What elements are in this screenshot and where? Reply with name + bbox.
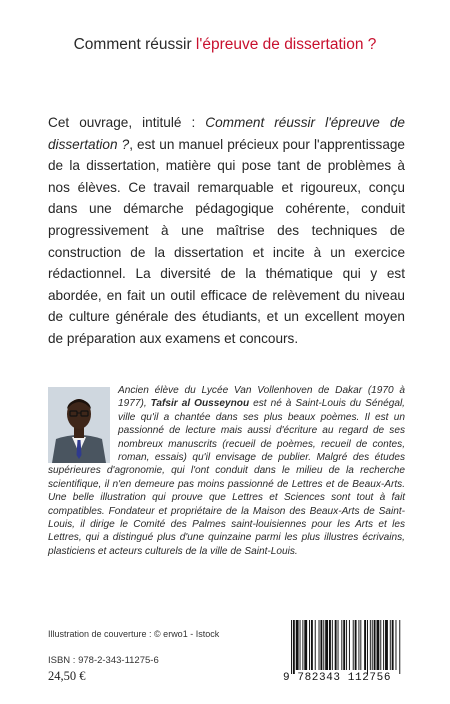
barcode-bar (320, 620, 322, 670)
barcode-bar (341, 620, 342, 670)
barcode-bar (349, 620, 350, 670)
barcode-bar (315, 620, 316, 670)
barcode-bar (323, 620, 324, 670)
barcode-bar (300, 620, 301, 670)
barcode-bar (385, 620, 388, 670)
summary-text: , est un manuel précieux pour l'apprentissage de la dissertation, matière qui pose tant de problèmes à nos élèves. Ce travail remarquable et rigoureux, conçu dans une démarche pédagogique cohérente, conduit progressivement à une maîtrise des techniques de construction de la dissertation et incite à un exercice rédactionnel. La diversité de la thématique qui y est abordée, en fait un outil efficace de relèvement du niveau de culture générale des étudiants, et un excellent moyen de préparation aux examens et concours. (48, 136, 405, 346)
barcode-bar (304, 620, 307, 670)
barcode-bar (364, 620, 366, 670)
barcode-bar (329, 620, 331, 670)
author-name: Tafsir al Ousseynou (150, 398, 250, 410)
price: 24,50 € (48, 669, 86, 683)
back-cover-title (0, 36, 450, 54)
bio-part-1: Ancien élève du Lycée Van Vollenhoven de Dakar (1970 à 1977), (118, 385, 405, 410)
barcode-bar (302, 620, 303, 670)
barcode-bar (332, 620, 333, 670)
barcode-bar (355, 620, 357, 670)
barcode-bar (370, 620, 371, 670)
barcode-bar (360, 620, 361, 670)
summary-lead: Cet ouvrage, intitulé : (48, 115, 206, 130)
book-summary (48, 112, 405, 350)
barcode-bars (283, 620, 409, 674)
barcode-bar (353, 620, 354, 670)
barcode-bar (374, 620, 376, 670)
barcode-bar (291, 620, 292, 674)
isbn: ISBN : 978-2-343-11275-6 (48, 655, 159, 666)
barcode-bar (343, 620, 345, 670)
barcode-bar (367, 620, 368, 674)
author-biography (48, 384, 405, 558)
barcode-bar (380, 620, 381, 670)
barcode-bar (338, 620, 339, 670)
summary-book-title: Comment réussir l'épreuve de dissertation ? (48, 115, 405, 152)
barcode-bar (392, 620, 394, 670)
barcode-bar (311, 620, 313, 670)
barcode-bar (296, 620, 299, 670)
barcode-bar (358, 620, 359, 670)
barcode-bar (399, 620, 400, 674)
barcode-digits: 9 782343 112756 (283, 672, 392, 684)
barcode-bar (390, 620, 391, 670)
barcode-bar (377, 620, 380, 670)
barcode-bar (319, 620, 320, 670)
title-part-red: l'épreuve de dissertation ? (195, 36, 377, 53)
barcode-bar (293, 620, 295, 674)
barcode-bar (372, 620, 373, 670)
barcode-bar (335, 620, 337, 670)
barcode-bar (309, 620, 310, 670)
cover-illustration-credit: Illustration de couverture : © erwo1 - Istock (48, 629, 220, 639)
barcode-bar (383, 620, 384, 670)
bio-part-2: est né à Saint-Louis du Sénégal, ville qu'il a chantée dans ses plus beaux poèmes. Il est un passionné de lecture mais aussi d'écriture au regard de ses nombreux manuscrits (recueil de poèmes, recueil de contes, roman, essais) qu'il envisage de publier. Malgré des études supérieures d'agronomie, qui l'ont conduit dans le milieu de la recherche scientifique, il n'en demeure pas moins passionné de Lettres et de Beaux-Arts. Une belle illustration qui prouve que Lettres et Sciences sont tout à fait compatibles. Fondateur et propriétaire de la Maison des Beaux-Arts de Saint-Louis, il dirige le Comité des Palmes saint-louisiennes pour les Arts et les Lettres, qui a distingué plus d'une quinzaine parmi les plus illustres écrivains, plasticiens et acteurs culturels de la ville de Saint-Louis. (48, 398, 405, 557)
barcode-bar (346, 620, 347, 670)
title-part-black: Comment réussir (73, 36, 196, 53)
barcode-bar (396, 620, 397, 670)
summary-paragraph (48, 112, 405, 350)
barcode-bar (325, 620, 328, 670)
